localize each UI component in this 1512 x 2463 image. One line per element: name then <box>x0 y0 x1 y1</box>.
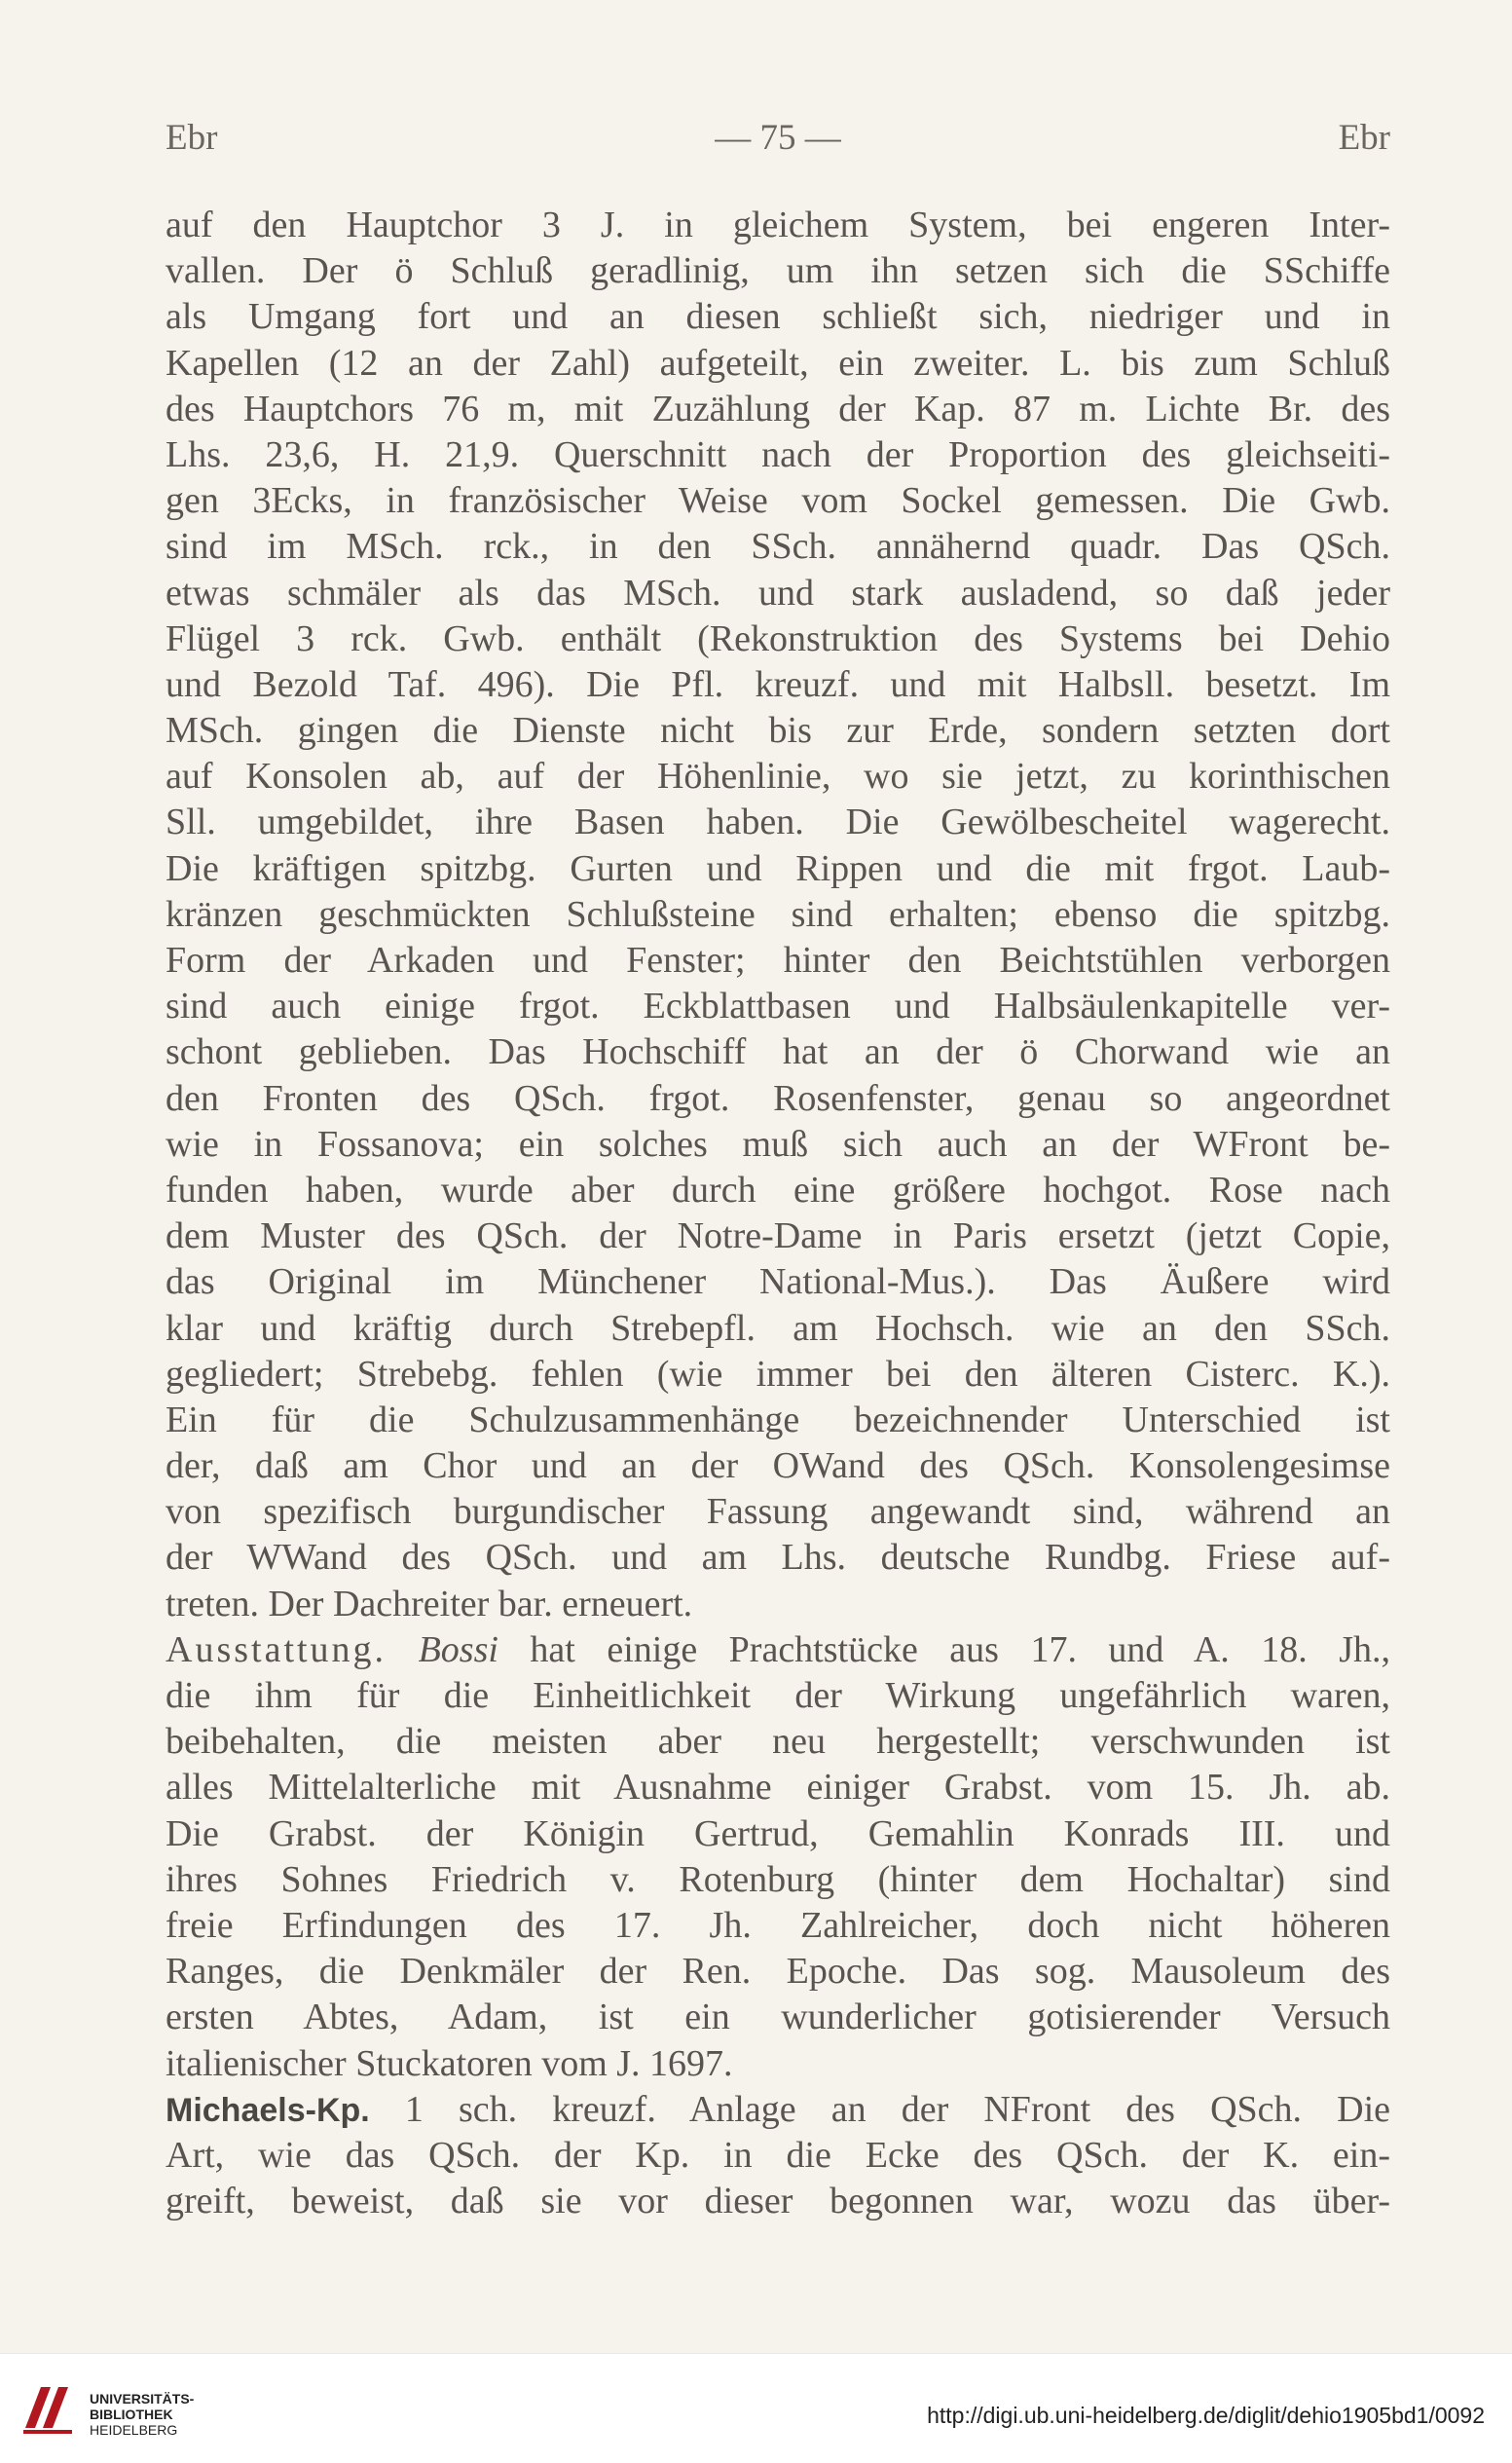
michaels-first-line <box>166 2087 1390 2133</box>
text-line: den Fronten des QSch. frgot. Rosenfenster, genau so angeordnet <box>166 1077 1390 1119</box>
text-line: Art, wie das QSch. der Kp. in die Ecke des QSch. der K. ein- <box>166 2134 1390 2176</box>
michaels-heading: Michaels-Kp. <box>166 2091 370 2129</box>
text-line: der WWand des QSch. und am Lhs. deutsche Rundbg. Friese auf- <box>166 1537 1390 1579</box>
text-line: freie Erfindungen des 17. Jh. Zahlreicher, doch nicht höheren <box>166 1904 1390 1946</box>
text-line: Die kräftigen spitzbg. Gurten und Rippen und die mit frgot. Laub- <box>166 847 1390 889</box>
body-text <box>166 203 1390 2224</box>
text-line: auf Konsolen ab, auf der Höhenlinie, wo sie jetzt, zu korinthischen <box>166 756 1390 798</box>
text-line: Lhs. 23,6, H. 21,9. Querschnitt nach der Proportion des gleichseiti- <box>166 433 1390 475</box>
text-line: Ein für die Schulzusammenhänge bezeichnender Unterschied ist <box>166 1399 1390 1440</box>
michaels-first-line-text: 1 sch. kreuzf. Anlage an der NFront des QSch. Die <box>404 2088 1391 2130</box>
text-line: auf den Hauptchor 3 J. in gleichem System, bei engeren Inter- <box>166 205 1390 245</box>
running-head-right: Ebr <box>1338 118 1390 158</box>
text-line: sind im MSch. rck., in den SSch. annähernd quadr. Das QSch. <box>166 526 1390 568</box>
text-line: greift, beweist, daß sie vor dieser begonnen war, wozu das über- <box>166 2181 1390 2222</box>
text-line: beibehalten, die meisten aber neu hergestellt; verschwunden ist <box>166 1721 1390 1763</box>
text-line: vallen. Der ö Schluß geradlinig, um ihn setzen sich die SSchiffe <box>166 250 1390 292</box>
running-head-left: Ebr <box>166 118 218 158</box>
text-line: klar und kräftig durch Strebepfl. am Hochsch. wie an den SSch. <box>166 1307 1390 1349</box>
library-logo-icon <box>18 2379 78 2440</box>
ausstattung-first-line-text: hat einige Prachtstücke aus 17. und A. 18. Jh., <box>530 1628 1391 1670</box>
text-line: Sll. umgebildet, ihre Basen haben. Die Gewölbescheitel wagerecht. <box>166 802 1390 843</box>
text-line: Flügel 3 rck. Gwb. enthält (Rekonstruktion des Systems bei Dehio <box>166 617 1390 659</box>
text-line: ihres Sohnes Friedrich v. Rotenburg (hinter dem Hochaltar) sind <box>166 1858 1390 1900</box>
running-head <box>166 117 1390 166</box>
text-line: des Hauptchors 76 m, mit Zuzählung der Kap. 87 m. Lichte Br. des <box>166 388 1390 429</box>
text-line: wie in Fossanova; ein solches muß sich auch an der WFront be- <box>166 1123 1390 1165</box>
text-line: Kapellen (12 an der Zahl) aufgeteilt, ein zweiter. L. bis zum Schluß <box>166 342 1390 384</box>
text-line: MSch. gingen die Dienste nicht bis zur Erde, sondern setzten dort <box>166 710 1390 752</box>
text-line: alles Mittelalterliche mit Ausnahme einiger Grabst. vom 15. Jh. ab. <box>166 1767 1390 1809</box>
text-line: treten. Der Dachreiter bar. erneuert. <box>166 1583 693 1624</box>
page-number: — 75 — <box>715 118 841 158</box>
ausstattung-heading: Ausstattung. <box>166 1628 387 1670</box>
ausstattung-first-line <box>166 1627 1390 1673</box>
text-line: kränzen geschmückten Schlußsteine sind erhalten; ebenso die spitzbg. <box>166 893 1390 935</box>
text-line: sind auch einige frgot. Eckblattbasen und Halbsäulenkapitelle ver- <box>166 986 1390 1027</box>
text-line: das Original im Münchener National-Mus.). Das Äußere wird <box>166 1261 1390 1303</box>
text-line: und Bezold Taf. 496). Die Pfl. kreuzf. und mit Halbsll. besetzt. Im <box>166 663 1390 705</box>
text-line: gen 3Ecks, in französischer Weise vom Sockel gemessen. Die Gwb. <box>166 480 1390 522</box>
text-line: Form der Arkaden und Fenster; hinter den Beichtstühlen verborgen <box>166 940 1390 981</box>
artist-name: Bossi <box>418 1628 498 1670</box>
footer-bar <box>0 2353 1512 2463</box>
logo-line: HEIDELBERG <box>90 2422 178 2438</box>
text-line: Die Grabst. der Königin Gertrud, Gemahlin Konrads III. und <box>166 1812 1390 1854</box>
logo-line: UNIVERSITÄTS- <box>90 2391 195 2407</box>
text-line: als Umgang fort und an diesen schließt sich, niedriger und in <box>166 296 1390 338</box>
text-line: von spezifisch burgundischer Fassung angewandt sind, während an <box>166 1491 1390 1533</box>
logo-line: BIBLIOTHEK <box>90 2407 173 2422</box>
text-line: dem Muster des QSch. der Notre-Dame in Paris ersetzt (jetzt Copie, <box>166 1215 1390 1257</box>
text-line: schont geblieben. Das Hochschiff hat an der ö Chorwand wie an <box>166 1031 1390 1073</box>
text-line: etwas schmäler als das MSch. und stark ausladend, so daß jeder <box>166 572 1390 614</box>
text-line: funden haben, wurde aber durch eine größere hochgot. Rose nach <box>166 1169 1390 1211</box>
text-line: Ranges, die Denkmäler der Ren. Epoche. Das sog. Mausoleum des <box>166 1951 1390 1993</box>
text-line: der, daß am Chor und an der OWand des QSch. Konsolengesimse <box>166 1445 1390 1487</box>
text-line: italienischer Stuckatoren vom J. 1697. <box>166 2042 733 2084</box>
text-line: gegliedert; Strebebg. fehlen (wie immer bei den älteren Cisterc. K.). <box>166 1353 1390 1395</box>
text-line: ersten Abtes, Adam, ist ein wunderlicher gotisierender Versuch <box>166 1997 1390 2038</box>
source-url[interactable]: http://digi.ub.uni-heidelberg.de/diglit/dehio1905bd1/0092 <box>927 2403 1485 2428</box>
text-line: die ihm für die Einheitlichkeit der Wirkung ungefährlich waren, <box>166 1675 1390 1716</box>
library-logo-text <box>90 2391 194 2438</box>
